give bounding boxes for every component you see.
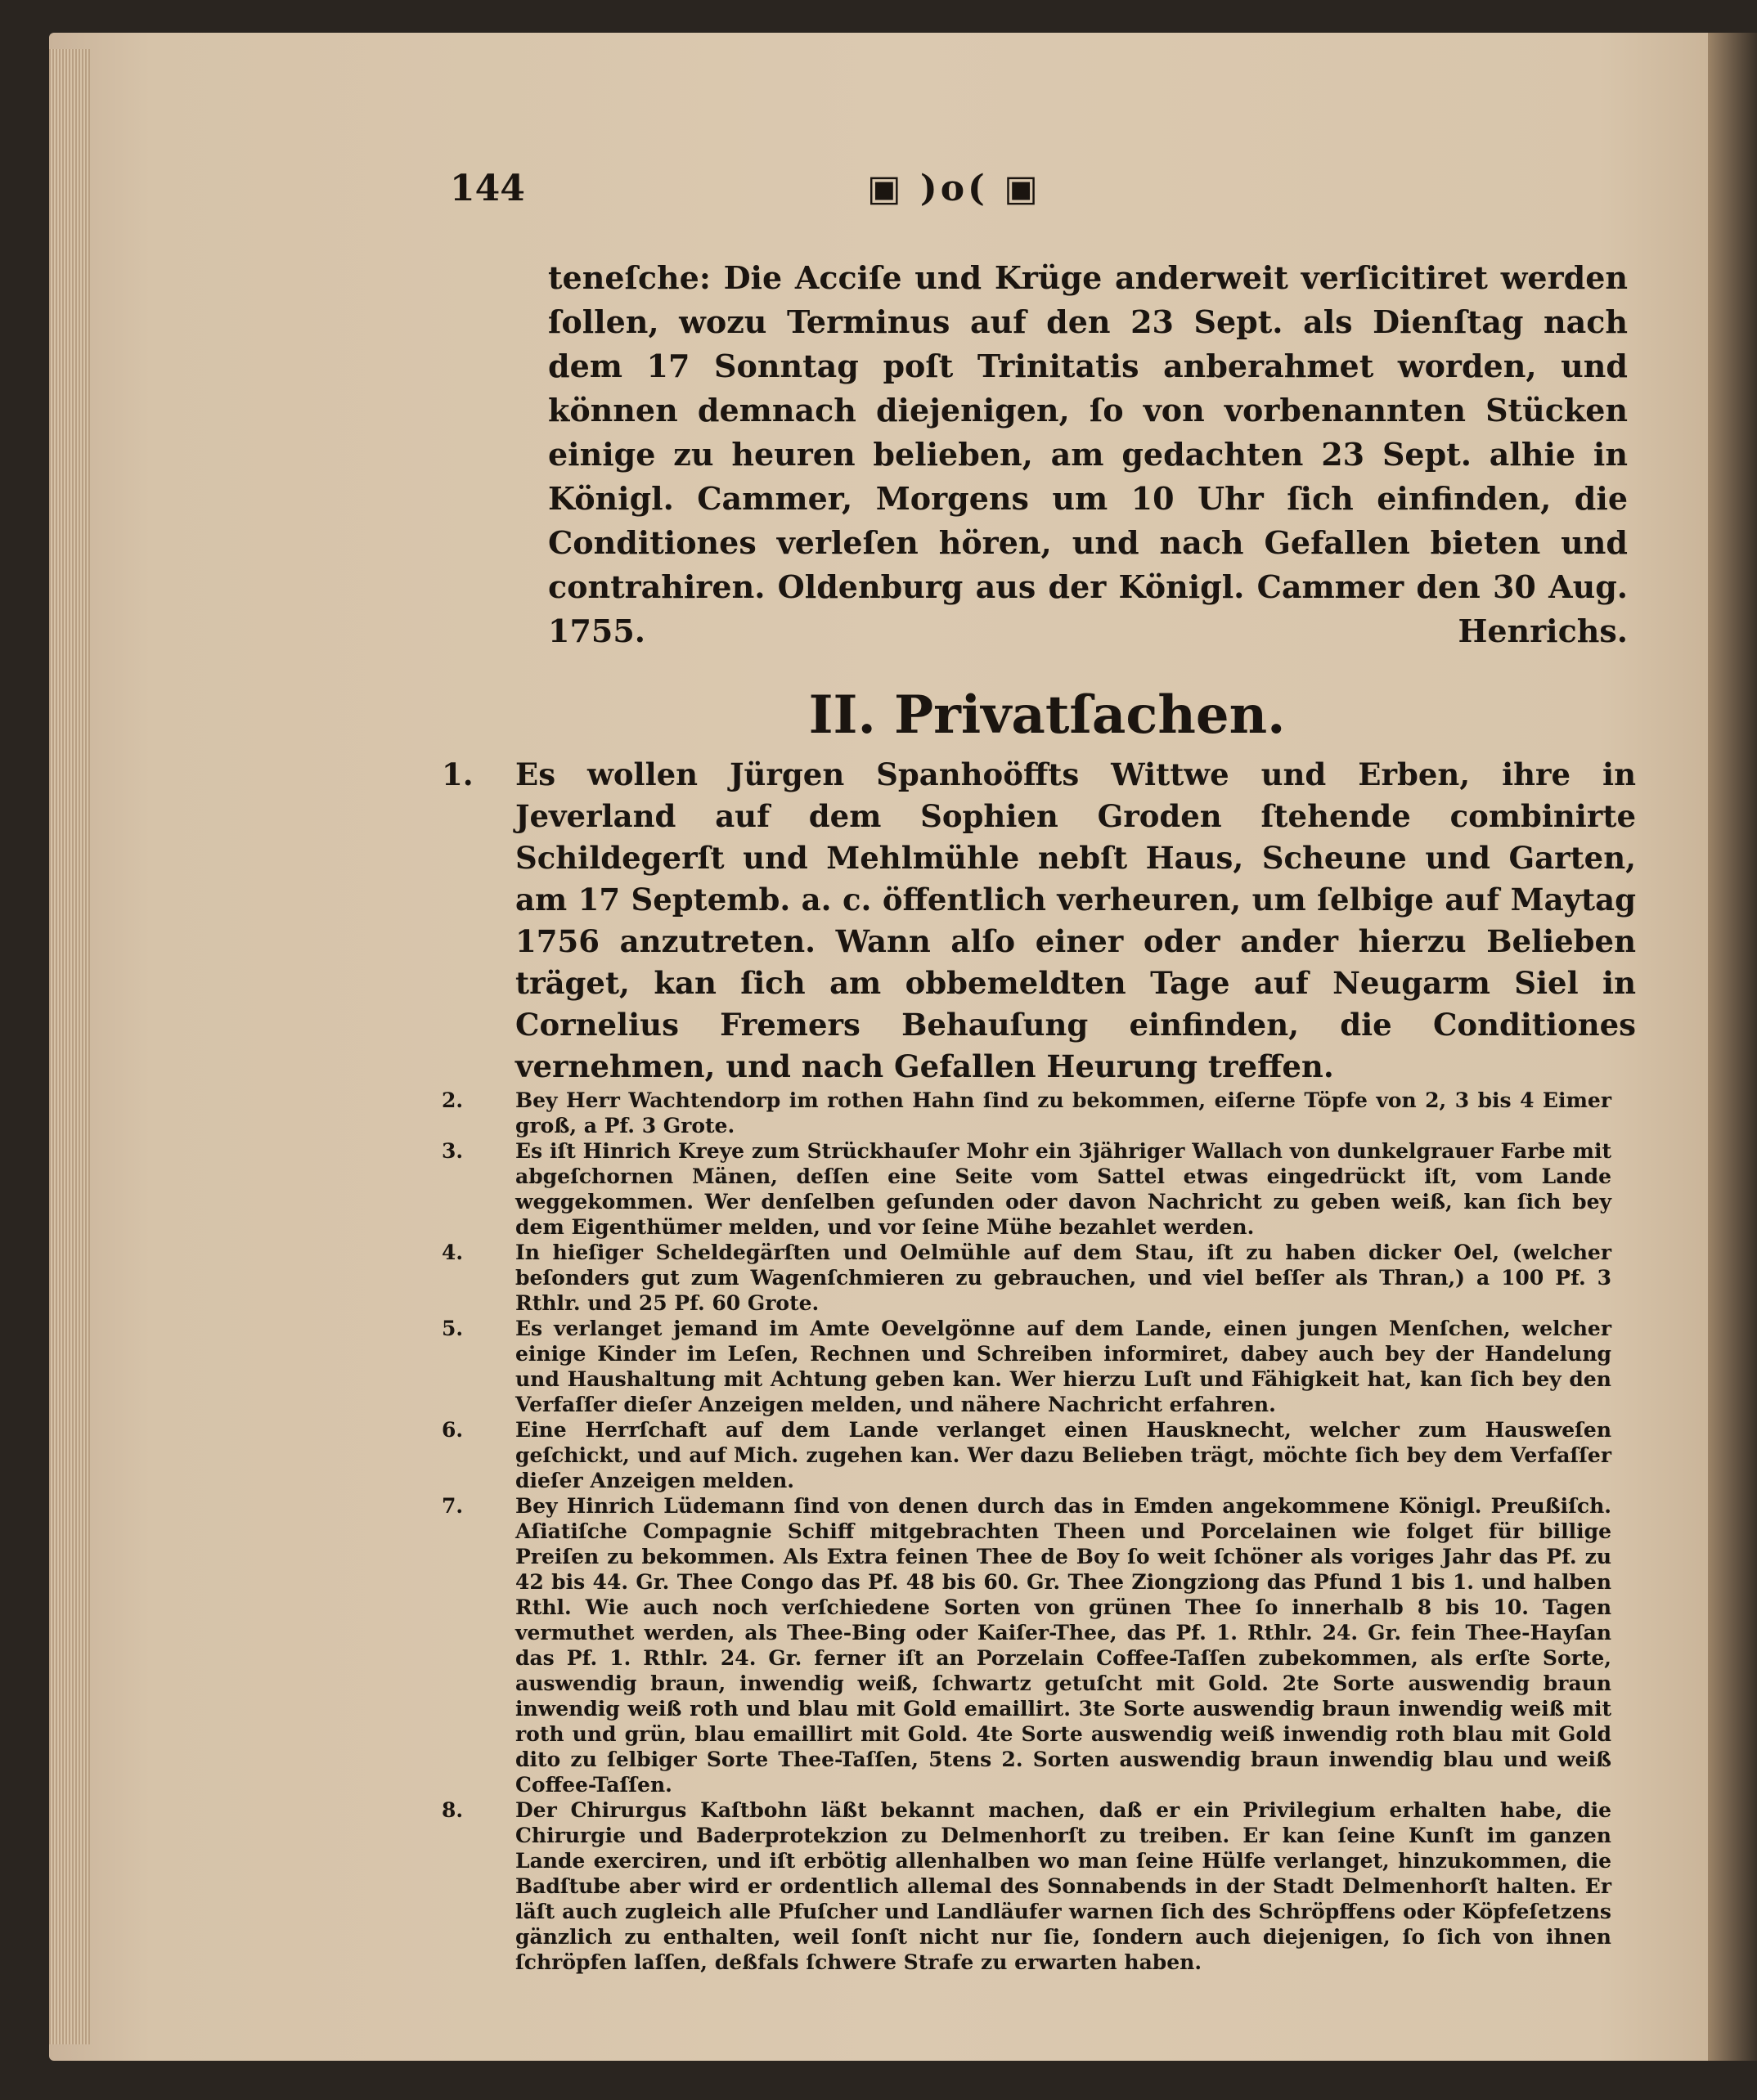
entry-number: 5. bbox=[442, 1317, 464, 1340]
entry-text: Der Chirurgus Kaſtbohn läßt bekannt machen, daß er ein Privilegium erhalten habe, die Chirurgie und Baderprotekzion zu Delmenhorſt zu treiben. Er kan ſeine Kunſt im ganzen Lande exerciren, und iſt erbötig allenhalben wo man ſeine Hülfe verlanget, hinzukommen, die Badſtube aber wird er ordentlich allemal des Sonnabends in der Stadt Delmenhorſt halten. Er läſt auch zugleich alle Pfuſcher und Landläufer warnen ſich des Schröpffens oder Köpfeſetzens gänzlich zu enthalten, weil ſonſt nicht nur ſie, ſondern auch diejenigen, ſo ſich von ihnen ſchröpfen laſſen, deßfals ſchwere Strafe zu erwarten haben. bbox=[515, 1798, 1611, 1974]
entry-number: 8. bbox=[442, 1798, 464, 1822]
notice-entry-3 bbox=[442, 1138, 1611, 1240]
intro-paragraph bbox=[548, 256, 1628, 653]
entry-text: In hieſiger Scheldegärſten und Oelmühle auf dem Stau, iſt zu haben dicker Oel, (welcher beſonders gut zum Wagenſchmieren zu gebrauchen, und viel beſſer als Thran,) a 100 Pf. 3 Rthlr. und 25 Pf. 60 Grote. bbox=[515, 1241, 1611, 1315]
notice-entry-1 bbox=[442, 754, 1636, 1088]
intro-text: teneſche: Die Acciſe und Krüge anderweit verſicitiret werden ſollen, wozu Terminus auf den 23 Sept. als Dienſtag nach dem 17 Sonntag poſt Trinitatis anberahmet worden, und können demnach diejenigen, ſo von vorbenannten Stücken einige zu heuren belieben, am gedachten 23 Sept. alhie in Königl. Cammer, Morgens um 10 Uhr ſich einfinden, die Conditiones verleſen hören, und nach Gefallen bieten und contrahiren. Oldenburg aus der Königl. Cammer den 30 Aug. 1755. bbox=[548, 259, 1628, 649]
entry-text: Es wollen Jürgen Spanhoöffts Wittwe und Erben, ihre in Jeverland auf dem Sophien Groden ſtehende combinirte Schildegerſt und Mehlmühle nebſt Haus, Scheune und Garten, am 17 Septemb. a. c. öffentlich verheuren, um ſelbige auf Maytag 1756 anzutreten. Wann alſo einer oder ander hierzu Belieben träget, kan ſich am obbemeldten Tage auf Neugarm Siel in Cornelius Fremers Behauſung einfinden, die Conditiones vernehmen, und nach Gefallen Heurung treffen. bbox=[515, 756, 1636, 1084]
entry-text: Bey Herr Wachtendorp im rothen Hahn ſind zu bekommen, eiſerne Töpfe von 2, 3 bis 4 Eimer groß, a Pf. 3 Grote. bbox=[515, 1088, 1611, 1138]
page-edges bbox=[49, 49, 90, 2044]
notice-entry-7 bbox=[442, 1493, 1611, 1797]
entry-number: 3. bbox=[442, 1139, 464, 1163]
entry-number: 4. bbox=[442, 1241, 464, 1264]
page-number: 144 bbox=[450, 168, 525, 209]
entry-number: 2. bbox=[442, 1088, 464, 1112]
notice-entry-5 bbox=[442, 1316, 1611, 1417]
notice-entry-2 bbox=[442, 1088, 1611, 1138]
entry-text: Eine Herrſchaft auf dem Lande verlanget einen Hausknecht, welcher zum Hausweſen geſchickt, und auf Mich. zugehen kan. Wer dazu Belieben trägt, möchte ſich bey dem Verfaſſer dieſer Anzeigen melden. bbox=[515, 1418, 1611, 1492]
notice-entry-6 bbox=[442, 1417, 1611, 1493]
entry-text: Es verlanget jemand im Amte Oevelgönne auf dem Lande, einen jungen Menſchen, welcher einige Kinder im Leſen, Rechnen und Schreiben informiret, dabey auch bey der Handelung und Haushaltung mit Achtung geben kan. Wer hierzu Luſt und Fähigkeit hat, kan ſich bey den Verfaſſer dieſer Anzeigen melden, und nähere Nachricht erfahren. bbox=[515, 1317, 1611, 1416]
notice-entry-4 bbox=[442, 1240, 1611, 1316]
notice-entry-8 bbox=[442, 1797, 1611, 1975]
entry-number: 1. bbox=[442, 756, 474, 792]
book-gutter bbox=[1708, 33, 1757, 2061]
section-heading: II. Privatſachen. bbox=[808, 684, 1286, 746]
page-header bbox=[450, 168, 1636, 225]
entry-text: Es iſt Hinrich Kreye zum Strückhauſer Mohr ein 3jähriger Wallach von dunkelgrauer Farbe mit abgeſchornen Mänen, deſſen eine Seite vom Sattel etwas eingedrückt iſt, vom Lande weggekommen. Wer denſelben geſunden oder davon Nachricht zu geben weiß, kan ſich bey dem Eigenthümer melden, und vor ſeine Mühe bezahlet werden. bbox=[515, 1139, 1611, 1239]
signature: Henrichs. bbox=[1458, 612, 1628, 649]
running-head-ornament: ▣ )o( ▣ bbox=[867, 168, 1041, 209]
entry-text: Bey Hinrich Lüdemann ſind von denen durch das in Emden angekommene Königl. Preußiſch. Aſiatiſche Compagnie Schiff mitgebrachten Theen und Porcelainen wie folget für billige Preiſen zu bekommen. Als Extra feinen Thee de Boy ſo weit ſchöner als voriges Jahr das Pf. zu 42 bis 44. Gr. Thee Congo das Pf. 48 bis 60. Gr. Thee Ziongziong das Pfund 1 bis 1. und halben Rthl. Wie auch noch verſchiedene Sorten von grünen Thee ſo innerhalb 8 bis 10. Tagen vermuthet werden, als Thee-Bing oder Kaiſer-Thee, das Pf. 1. Rthlr. 24. Gr. fein Thee-Hayſan das Pf. 1. Rthlr. 24. Gr. ferner iſt an Porzelain Coffee-Taſſen zubekommen, als erſte Sorte, auswendig braun, inwendig weiß, ſchwartz getuſcht mit Gold. 2te Sorte auswendig braun inwendig weiß roth und blau mit Gold emaillirt. 3te Sorte auswendig braun inwendig weiß mit roth und grün, blau emaillirt mit Gold. 4te Sorte auswendig weiß inwendig roth blau mit Gold dito zu ſelbiger Sorte Thee-Taſſen, 5tens 2. Sorten auswendig braun inwendig blau und weiß Coffee-Taſſen. bbox=[515, 1494, 1611, 1797]
entry-number: 7. bbox=[442, 1494, 464, 1518]
page-content bbox=[442, 168, 1636, 1975]
entry-number: 6. bbox=[442, 1418, 464, 1442]
